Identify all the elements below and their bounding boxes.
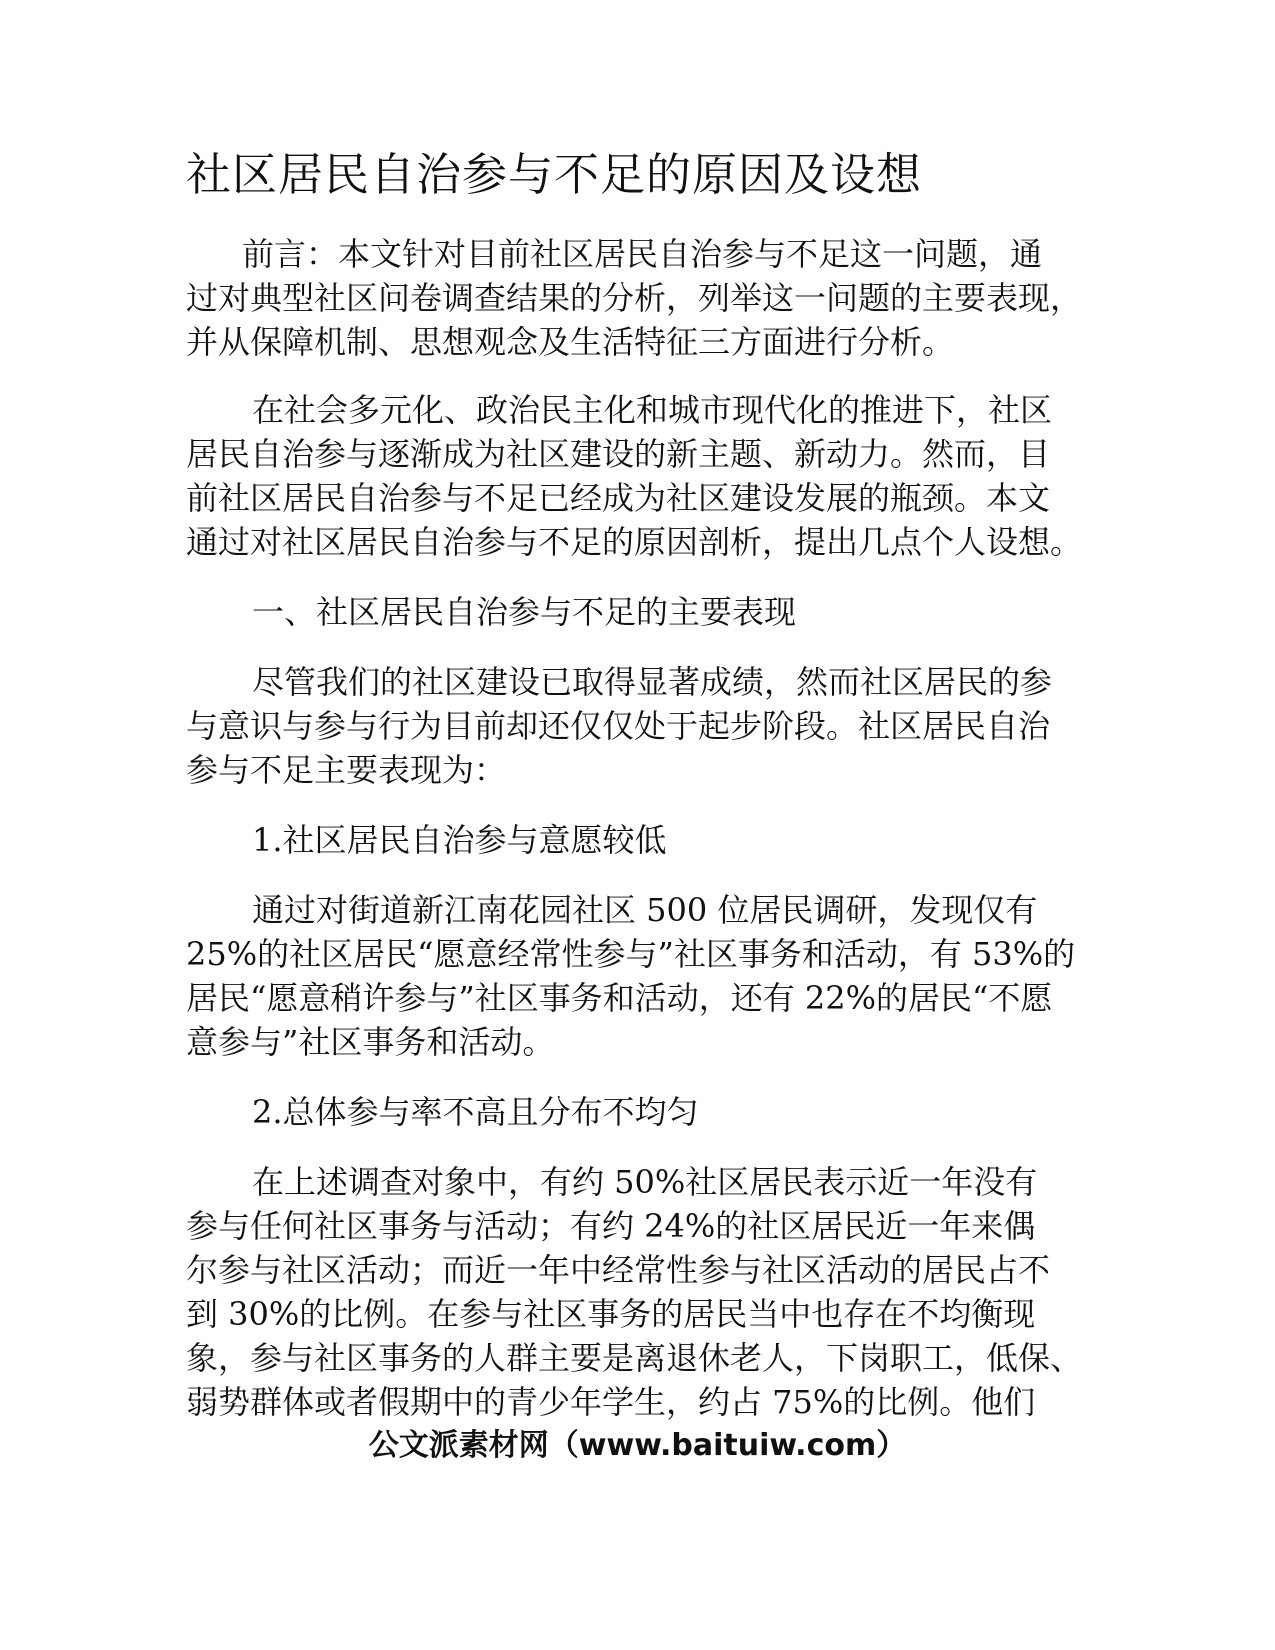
paragraph-line: 在社会多元化、政治民主化和城市现代化的推进下，社区: [252, 391, 1053, 429]
paragraph-line: 居民自治参与逐渐成为社区建设的新主题、新动力。然而，目: [186, 435, 1051, 473]
paragraph-line: 25%的社区居民“愿意经常性参与”社区事务和活动，有 53%的: [186, 935, 1076, 973]
paragraph-line: 前言：本文针对目前社区居民自治参与不足这一问题，通: [242, 235, 1043, 273]
paragraph-line: 通过对社区居民自治参与不足的原因剖析，提出几点个人设想。: [186, 523, 1083, 561]
paragraph-line: 参与不足主要表现为：: [186, 751, 507, 789]
paragraph-line: 弱势群体或者假期中的青少年学生，约占 75%的比例。他们: [186, 1383, 1036, 1421]
paragraph-line: 到 30%的比例。在参与社区事务的居民当中也存在不均衡现: [186, 1295, 1036, 1333]
footer-source: 公文派素材网（www.baituiw.com）: [368, 1428, 907, 1463]
paragraph-line: 前社区居民自治参与不足已经成为社区建设发展的瓶颈。本文: [186, 479, 1051, 517]
paragraph-line: 尔参与社区活动；而近一年中经常性参与社区活动的居民占不: [186, 1251, 1051, 1289]
section-heading: 一、社区居民自治参与不足的主要表现: [252, 593, 797, 631]
paragraph-line: 并从保障机制、思想观念及生活特征三方面进行分析。: [186, 323, 955, 361]
subsection-heading: 1.社区居民自治参与意愿较低: [252, 821, 667, 859]
subsection-heading: 2.总体参与率不高且分布不均匀: [252, 1093, 699, 1131]
paragraph-line: 过对典型社区问卷调查结果的分析，列举这一问题的主要表现，: [186, 279, 1083, 317]
paragraph-line: 象，参与社区事务的人群主要是离退休老人，下岗职工，低保、: [186, 1339, 1083, 1377]
document-title: 社区居民自治参与不足的原因及设想: [186, 148, 923, 201]
paragraph-line: 尽管我们的社区建设已取得显著成绩，然而社区居民的参: [252, 663, 1053, 701]
paragraph-line: 与意识与参与行为目前却还仅仅处于起步阶段。社区居民自治: [186, 707, 1051, 745]
paragraph-line: 通过对街道新江南花园社区 500 位居民调研，发现仅有: [252, 891, 1038, 929]
paragraph-line: 居民“愿意稍许参与”社区事务和活动，还有 22%的居民“不愿: [186, 979, 1053, 1017]
paragraph-line: 意参与”社区事务和活动。: [186, 1023, 555, 1061]
paragraph-line: 参与任何社区事务与活动；有约 24%的社区居民近一年来偶: [186, 1207, 1036, 1245]
paragraph-line: 在上述调查对象中，有约 50%社区居民表示近一年没有: [252, 1163, 1038, 1201]
